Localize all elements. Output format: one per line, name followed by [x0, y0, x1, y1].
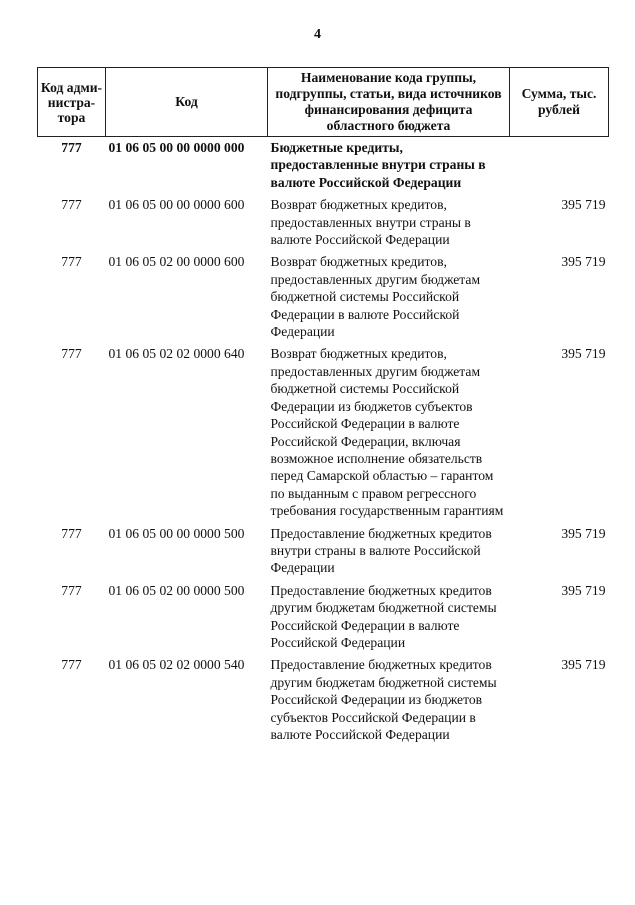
row-sum: 395 719 [561, 582, 606, 598]
row-sum: 395 719 [561, 346, 606, 362]
row-name: Предоставление бюджетных кредитов другим бюджетам бюджетной системы Российской Федерации в валюте Российской Федерации [270, 582, 497, 650]
header-code: Код [106, 68, 268, 137]
row-sum [510, 137, 609, 192]
header-admin-code: Код адми-нистра-тора [38, 68, 106, 137]
table-row [38, 520, 609, 577]
row-name: Предоставление бюджетных кредитов внутри страны в валюте Российской Федерации [270, 525, 492, 576]
page-number: 4 [314, 27, 321, 42]
row-admin-code: 777 [61, 657, 82, 673]
row-code: 01 06 05 02 02 0000 540 [108, 657, 245, 673]
table-row [38, 577, 609, 652]
row-sum: 395 719 [561, 197, 606, 213]
row-code: 01 06 05 02 00 0000 500 [108, 582, 245, 598]
row-name: Бюджетные кредиты, предоставленные внутри страны в валюте Российской Федерации [270, 140, 486, 190]
table-row [38, 248, 609, 340]
table-row [38, 191, 609, 248]
row-code: 01 06 05 02 00 0000 600 [108, 254, 245, 270]
table-row [38, 651, 609, 743]
row-admin-code: 777 [61, 346, 82, 362]
row-name: Возврат бюджетных кредитов, предоставленных другим бюджетам бюджетной системы Российской Федерации из бюджетов субъектов Российской Федерации в валюте Российской Федерации, включая возможное исполнение обязательств перед Самарской областью – гарантом по выданным с правом регрессного требования государственным гарантиям [270, 346, 504, 519]
row-sum: 395 719 [561, 525, 606, 541]
row-code: 01 06 05 00 00 0000 500 [108, 525, 245, 541]
row-admin-code: 777 [61, 140, 82, 155]
header-sum: Сумма, тыс. рублей [510, 68, 609, 137]
row-sum: 395 719 [561, 657, 606, 673]
row-admin-code: 777 [61, 582, 82, 598]
row-admin-code: 777 [61, 197, 82, 213]
row-admin-code: 777 [61, 254, 82, 270]
row-name: Возврат бюджетных кредитов, предоставленных другим бюджетам бюджетной системы Российской Федерации в валюте Российской Федерации [270, 254, 481, 340]
row-name: Возврат бюджетных кредитов, предоставленных внутри страны в валюте Российской Федерации [270, 197, 471, 248]
header-name: Наименование кода группы, подгруппы, статьи, вида источников финансирования дефицита областного бюджета [268, 68, 510, 137]
row-code: 01 06 05 00 00 0000 600 [108, 197, 245, 213]
row-name: Предоставление бюджетных кредитов другим бюджетам бюджетной системы Российской Федерации из бюджетов субъектов Российской Федерации в валюте Российской Федерации [270, 657, 497, 742]
row-code: 01 06 05 02 02 0000 640 [108, 346, 245, 362]
row-admin-code: 777 [61, 525, 82, 541]
table-row [38, 340, 609, 519]
budget-sources-table [37, 67, 609, 743]
row-code: 01 06 05 00 00 0000 000 [108, 140, 245, 155]
row-sum: 395 719 [561, 254, 606, 270]
table-body [38, 137, 609, 744]
table-row [38, 137, 609, 192]
table-header-row [38, 68, 609, 137]
